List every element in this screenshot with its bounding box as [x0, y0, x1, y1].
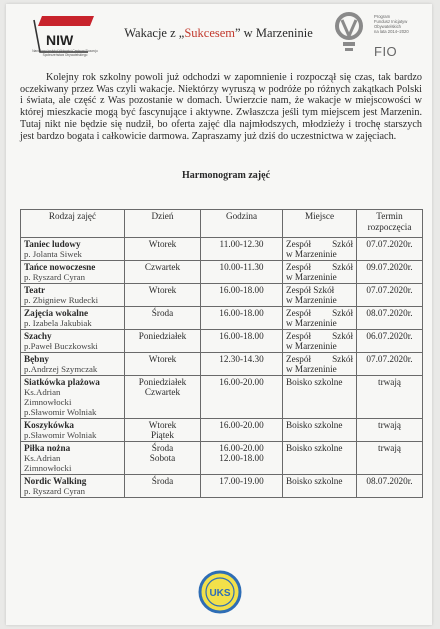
table-row: [21, 330, 423, 353]
document-page: [6, 4, 432, 625]
fio-logo: [334, 12, 364, 54]
activity-name: Szachy: [24, 331, 52, 341]
time-cell: 10.00-11.30: [201, 261, 283, 284]
activity-name: Teatr: [24, 285, 46, 295]
intro-paragraph: Kolejny rok szkolny powoli już odchodzi w zapomnienie i rozpoczął się czas, tak bardzo oczekiwany przez Was czyli wakacje. Niektórzy wyruszą w podróże po różnych zakątkach Polski i świata, ale część z Was pozostanie w domach. Uwierzcie nam, że wakacje w miejscowości w której mieszkacie mogą być fascynujące i aktywne. Zwłaszcza jeśli tym miejscem jest Marzenin. Tutaj nikt nie będzie się nudził, bo oferta zajęć dla najmłodszych, młodzieży i trochę starszych jest bardzo bogata i całkowicie darmowa. Zapraszamy już dziś do uczestnictwa w zajęciach.: [20, 72, 422, 142]
day-cell: Środa Sobota: [125, 442, 201, 475]
header-time: Godzina: [201, 210, 283, 238]
start-cell: trwają: [357, 442, 423, 475]
start-cell: 07.07.2020r.: [357, 238, 423, 261]
activity-name: Zajęcia wokalne: [24, 308, 89, 318]
start-cell: 08.07.2020r.: [357, 307, 423, 330]
day-cell: Wtorek Piątek: [125, 419, 201, 442]
time-cell: 16.00-18.00: [201, 284, 283, 307]
place-cell: Boisko szkolne: [283, 442, 357, 475]
table-row: [21, 284, 423, 307]
activity-leader: p.Paweł Buczkowski: [24, 341, 98, 351]
fio-label: FIO: [374, 44, 398, 59]
day-cell: Środa: [125, 475, 201, 498]
activity-name: Siatkówka plażowa: [24, 377, 100, 387]
place-cell: Zespół Szkół w Marzeninie: [283, 353, 357, 376]
place-cell: Zespół Szkół w Marzeninie: [283, 238, 357, 261]
table-row: Piłka nożna Ks.Adrian Zimnowłocki Środa Sobota 16.00-20.00 12.00-18.00 Boisko szkolne trwają: [21, 442, 423, 475]
place-cell: Boisko szkolne: [283, 376, 357, 419]
niw-logo-subtitle: Narodowy Instytut Wolności Centrum Rozwoju Społeczeństwa Obywatelskiego: [32, 49, 98, 57]
place-cell: Boisko szkolne: [283, 475, 357, 498]
time-cell: 16.00-20.00 12.00-18.00: [201, 442, 283, 475]
place-cell: Zespół Szkół w Marzeninie: [283, 284, 357, 307]
activity-leader: p. Ryszard Cyran: [24, 486, 85, 496]
day-cell: Wtorek: [125, 353, 201, 376]
day-cell: Czwartek: [125, 261, 201, 284]
day-cell: Środa: [125, 307, 201, 330]
time-cell: 16.00-20.00: [201, 419, 283, 442]
activity-leader: p. Ryszard Cyran: [24, 272, 85, 282]
day-cell: Poniedziałek Czwartek: [125, 376, 201, 419]
activity-name: Taniec ludowy: [24, 239, 81, 249]
start-cell: 08.07.2020r.: [357, 475, 423, 498]
activity-leader: Ks.Adrian: [24, 387, 61, 397]
place-cell: Zespół Szkół w Marzeninie: [283, 261, 357, 284]
activity-leader: Ks.Adrian: [24, 453, 61, 463]
place-cell: Boisko szkolne: [283, 419, 357, 442]
time-cell: 16.00-20.00: [201, 376, 283, 419]
start-cell: 07.07.2020r.: [357, 284, 423, 307]
activity-name: Koszykówka: [24, 420, 75, 430]
title-highlight: Sukcesem: [184, 26, 235, 40]
table-row: [21, 419, 423, 442]
time-cell: 16.00-18.00: [201, 307, 283, 330]
activity-leader: p.Andrzej Szymczak: [24, 364, 98, 374]
stamp-text: UKS: [209, 588, 231, 599]
table-row: Siatkówka plażowa Ks.Adrian Zimnowłocki p.Sławomir Wolniak Poniedziałek Czwartek 16.00-20.00 Boisko szkolne trwają: [21, 376, 423, 419]
time-cell: 17.00-19.00: [201, 475, 283, 498]
activity-leader: p. Izabela Jakubiak: [24, 318, 92, 328]
time-cell: 11.00-12.30: [201, 238, 283, 261]
activity-name: Piłka nożna: [24, 443, 71, 453]
start-cell: 06.07.2020r.: [357, 330, 423, 353]
start-cell: trwają: [357, 376, 423, 419]
day-cell: Wtorek: [125, 284, 201, 307]
header-start: Termin rozpoczęcia: [357, 210, 423, 238]
table-row: [21, 475, 423, 498]
activity-name: Tańce nowoczesne: [24, 262, 96, 272]
start-cell: 09.07.2020r.: [357, 261, 423, 284]
table-header-row: [21, 210, 423, 238]
club-stamp-logo: [198, 570, 242, 614]
table-row: [21, 307, 423, 330]
activity-leader: p. Jolanta Siwek: [24, 249, 82, 259]
header-place: Miejsce: [283, 210, 357, 238]
fio-program-text: Program Fundusz Inicjatyw Obywatelskich na lata 2014–2020: [374, 14, 409, 34]
table-row: [21, 238, 423, 261]
time-cell: 16.00-18.00: [201, 330, 283, 353]
activity-leader: p. Zbigniew Rudecki: [24, 295, 99, 305]
header-day: Dzień: [125, 210, 201, 238]
header-activity: Rodzaj zajęć: [21, 210, 125, 238]
page-title: Wakacje z „Sukcesem” w Marzeninie: [124, 26, 313, 40]
schedule-heading: Harmonogram zajęć: [181, 170, 271, 181]
start-cell: trwają: [357, 419, 423, 442]
activity-name: Bębny: [24, 354, 50, 364]
activity-name: Nordic Walking: [24, 476, 87, 486]
day-cell: Wtorek: [125, 238, 201, 261]
table-row: [21, 261, 423, 284]
schedule-table: [20, 209, 423, 498]
table-row: [21, 353, 423, 376]
place-cell: Zespół Szkół w Marzeninie: [283, 307, 357, 330]
start-cell: 07.07.2020r.: [357, 353, 423, 376]
niw-logo-text: NIW: [46, 32, 74, 48]
day-cell: Poniedziałek: [125, 330, 201, 353]
activity-leader: p.Sławomir Wolniak: [24, 430, 97, 440]
place-cell: Zespół Szkół w Marzeninie: [283, 330, 357, 353]
time-cell: 12.30-14.30: [201, 353, 283, 376]
